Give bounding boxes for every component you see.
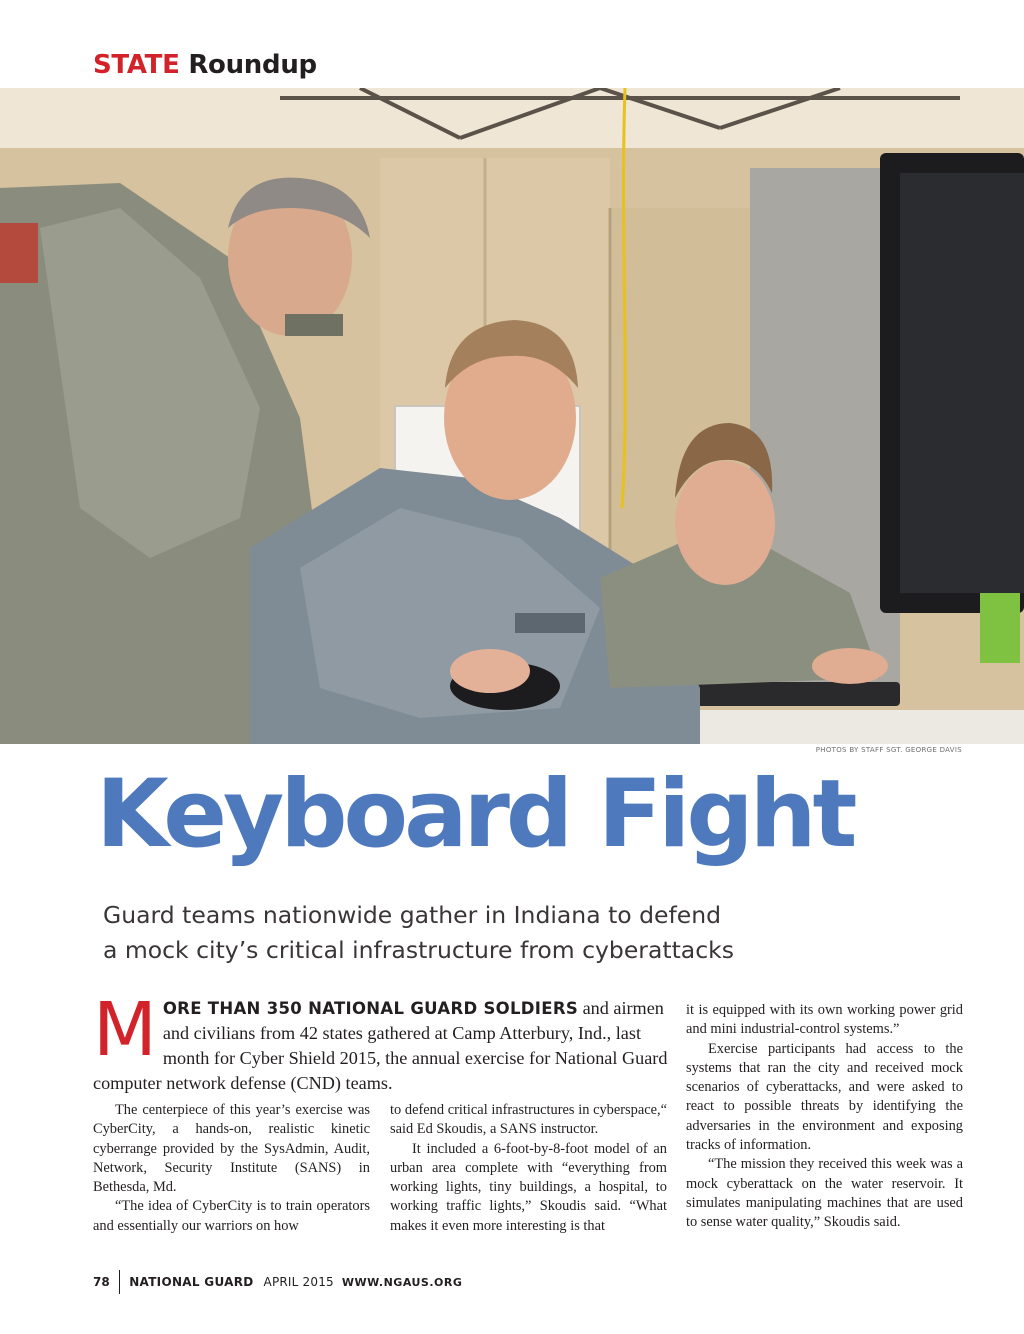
lead-caps: ORE THAN 350 NATIONAL GUARD SOLDIERS bbox=[162, 999, 579, 1018]
body-column-2 bbox=[390, 1101, 667, 1236]
section-label-roundup: Roundup bbox=[188, 50, 317, 80]
lead-text: and airmen and civilians from 42 states gathered at Camp Atterbury, Ind., last month for Cyber Shield 2015, the annual exercise for National Guard computer network defense (CND) teams. bbox=[93, 998, 668, 1093]
section-header bbox=[93, 50, 317, 80]
article-headline: Keyboard Fight bbox=[96, 760, 854, 869]
page-footer bbox=[93, 1270, 462, 1294]
paragraph: The centerpiece of this year’s exercise was CyberCity, a hands-on, realistic kinetic cyberrange provided by the SysAdmin, Audit, Network, Security Institute (SANS) in Bethesda, Md. bbox=[93, 1102, 370, 1196]
hero-photo bbox=[0, 88, 1024, 744]
article-deck bbox=[103, 898, 863, 968]
page-number: 78 bbox=[93, 1275, 110, 1289]
paragraph: “The mission they received this week was a mock cyberattack on the water reservoir. It simulates manipulating machines that are used to sense water quality,” Skoudis said. bbox=[686, 1156, 963, 1231]
magazine-name: NATIONAL GUARD bbox=[129, 1275, 254, 1289]
deck-line-2: a mock city’s critical infrastructure from cyberattacks bbox=[103, 936, 734, 964]
paragraph: “The idea of CyberCity is to train operators and essentially our warriors on how bbox=[93, 1198, 370, 1234]
photo-illustration bbox=[0, 88, 1024, 744]
paragraph: it is equipped with its own working power grid and mini industrial-control systems.” bbox=[686, 1002, 963, 1038]
website-url: WWW.NGAUS.ORG bbox=[341, 1275, 463, 1289]
issue-date: APRIL 2015 bbox=[263, 1275, 334, 1289]
lead-paragraph bbox=[93, 987, 668, 1096]
photo-credit: PHOTOS BY STAFF SGT. GEORGE DAVIS bbox=[815, 746, 962, 754]
footer-divider bbox=[119, 1270, 121, 1294]
paragraph: to defend critical infrastructures in cyberspace,“ said Ed Skoudis, a SANS instructor. bbox=[390, 1102, 667, 1138]
paragraph: Exercise participants had access to the systems that ran the city and received mock scenarios of cyberattacks, and were asked to react to possible threats by identifying the adversaries in the environment and exposing tracks of information. bbox=[686, 1040, 963, 1154]
body-column-3 bbox=[686, 1001, 963, 1233]
paragraph: It included a 6-foot-by-8-foot model of an urban area complete with “everything from working lights, tiny buildings, a hospital, to working traffic lights,” Skoudis said. “What makes it even more interesting is that bbox=[390, 1140, 667, 1234]
body-column-1 bbox=[93, 1101, 370, 1236]
section-label-state: STATE bbox=[93, 50, 180, 80]
drop-cap: M bbox=[93, 987, 157, 1073]
deck-line-1: Guard teams nationwide gather in Indiana to defend bbox=[103, 901, 722, 929]
